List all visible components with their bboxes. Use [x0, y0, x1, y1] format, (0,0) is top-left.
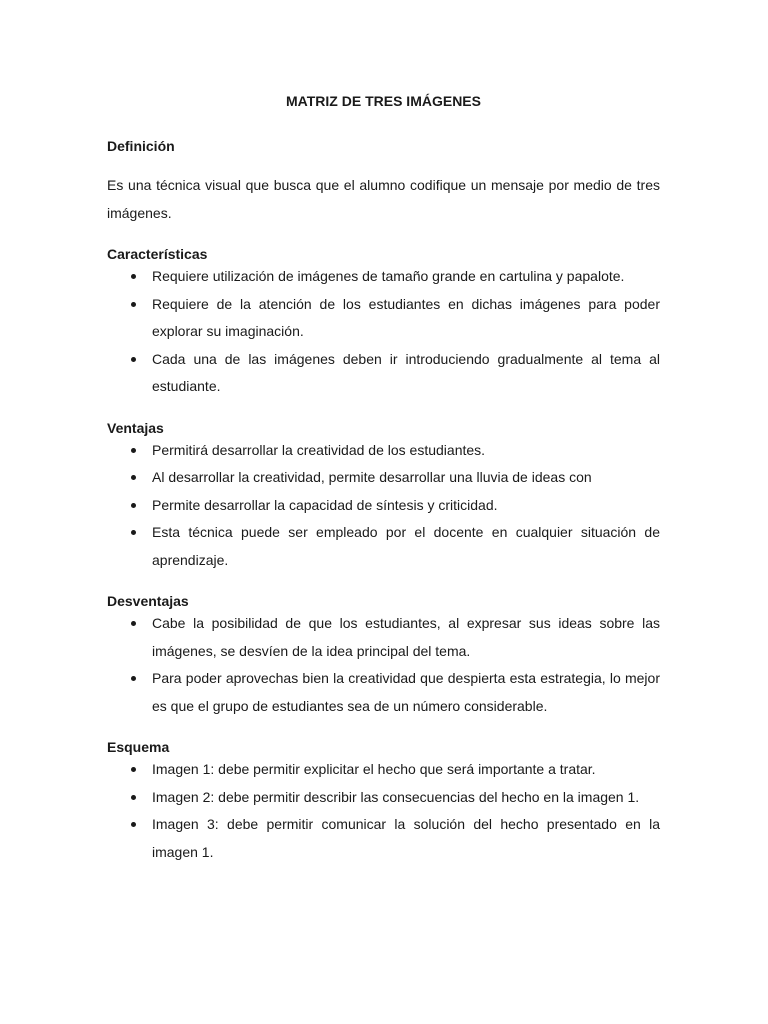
heading-desventajas: Desventajas — [107, 593, 189, 609]
list-item: Al desarrollar la creatividad, permite desarrollar una lluvia de ideas con — [107, 464, 660, 492]
list-item: Esta técnica puede ser empleado por el docente en cualquier situación de aprendizaje. — [107, 519, 660, 574]
definicion-text: Es una técnica visual que busca que el alumno codifique un mensaje por medio de tres imágenes. — [107, 177, 660, 221]
document-title: MATRIZ DE TRES IMÁGENES — [286, 93, 481, 109]
list-item: Para poder aprovechas bien la creatividad que despierta esta estrategia, lo mejor es que el grupo de estudiantes sea de un número considerable. — [107, 665, 660, 720]
heading-definicion: Definición — [107, 138, 175, 154]
heading-ventajas: Ventajas — [107, 419, 164, 436]
list-item: Imagen 3: debe permitir comunicar la solución del hecho presentado en la imagen 1. — [107, 811, 660, 866]
heading-caracteristicas: Características — [107, 246, 208, 262]
list-item: Cada una de las imágenes deben ir introduciendo gradualmente al tema al estudiante. — [107, 346, 660, 401]
caracteristicas-list — [107, 263, 660, 401]
desventajas-list — [107, 610, 660, 720]
list-item: Imagen 2: debe permitir describir las consecuencias del hecho en la imagen 1. — [107, 784, 660, 812]
list-item: Permitirá desarrollar la creatividad de los estudiantes. — [107, 437, 660, 465]
list-item: Requiere utilización de imágenes de tamaño grande en cartulina y papalote. — [107, 263, 660, 291]
list-item: Cabe la posibilidad de que los estudiantes, al expresar sus ideas sobre las imágenes, se desvíen de la idea principal del tema. — [107, 610, 660, 665]
esquema-list — [107, 756, 660, 866]
heading-esquema: Esquema — [107, 739, 170, 755]
ventajas-list — [107, 437, 660, 575]
list-item: Requiere de la atención de los estudiantes en dichas imágenes para poder explorar su imaginación. — [107, 291, 660, 346]
list-item: Permite desarrollar la capacidad de síntesis y criticidad. — [107, 492, 660, 520]
list-item: Imagen 1: debe permitir explicitar el hecho que será importante a tratar. — [107, 756, 660, 784]
